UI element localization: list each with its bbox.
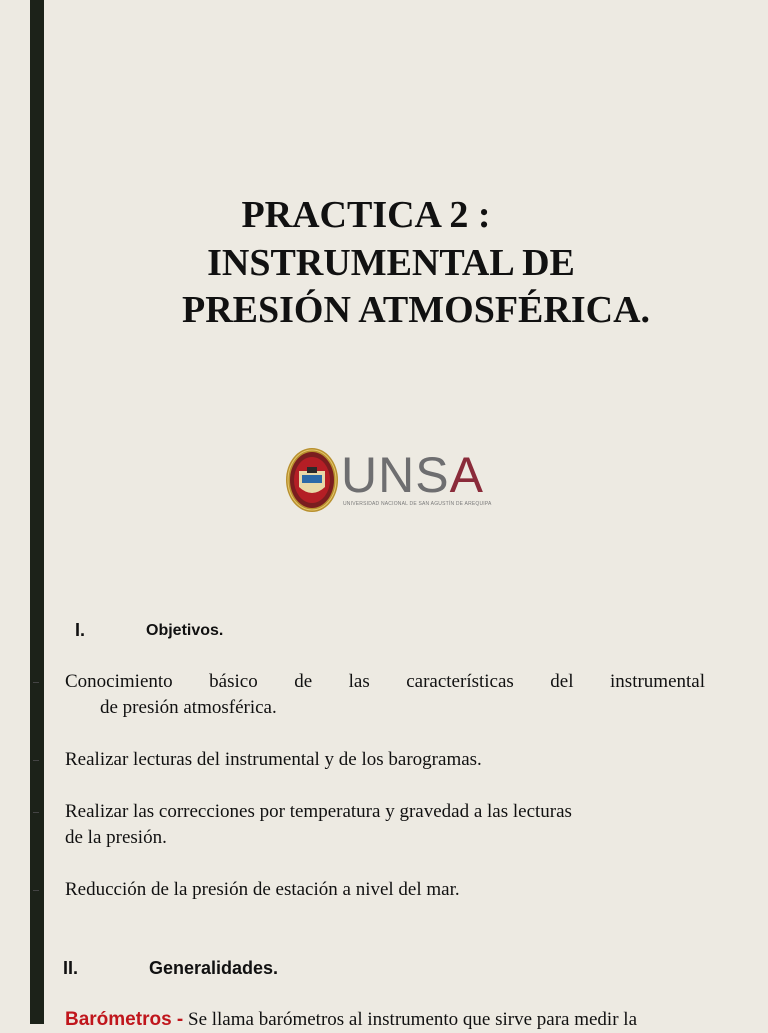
title-line-1: PRACTICA 2 : — [241, 194, 491, 236]
bullet-dash — [33, 760, 39, 761]
bullet-dash — [33, 890, 39, 891]
objective-item-3: Realizar las correcciones por temperatura y gravedad a las lecturas — [65, 801, 572, 822]
logo-subtitle: UNIVERSIDAD NACIONAL DE SAN AGUSTÍN DE AREQUIPA — [343, 501, 492, 507]
section-1-title: Objetivos. — [146, 622, 224, 639]
university-seal-icon — [285, 447, 339, 513]
section-1-number: I. — [75, 620, 86, 640]
logo-wordmark-accent: A — [449, 447, 484, 503]
logo-wordmark — [341, 446, 484, 504]
barometros-text: Se llama barómetros al instrumento que sirve para medir la — [183, 1009, 637, 1030]
bullet-dash — [33, 812, 39, 813]
barometros-paragraph — [65, 1007, 637, 1033]
logo-wordmark-main: UNS — [341, 447, 450, 503]
objective-item-1-continued: de presión atmosférica. — [100, 697, 277, 718]
barometros-term: Barómetros - — [65, 1009, 184, 1030]
title-line-2: INSTRUMENTAL DE — [207, 242, 575, 284]
unsa-logo — [285, 446, 492, 516]
section-2-number: II. — [63, 958, 79, 978]
objective-item-4: Reducción de la presión de estación a nivel del mar. — [65, 879, 460, 900]
title-line-3: PRESIÓN ATMOSFÉRICA. — [181, 289, 651, 331]
objective-item-3-continued: de la presión. — [65, 827, 167, 848]
left-accent-bar — [30, 0, 44, 1024]
bullet-dash — [33, 682, 39, 683]
section-2-title: Generalidades. — [149, 958, 279, 978]
objective-item-1: Conocimiento básico de las características del instrumental — [65, 671, 705, 692]
objective-item-2: Realizar lecturas del instrumental y de los barogramas. — [65, 749, 482, 770]
